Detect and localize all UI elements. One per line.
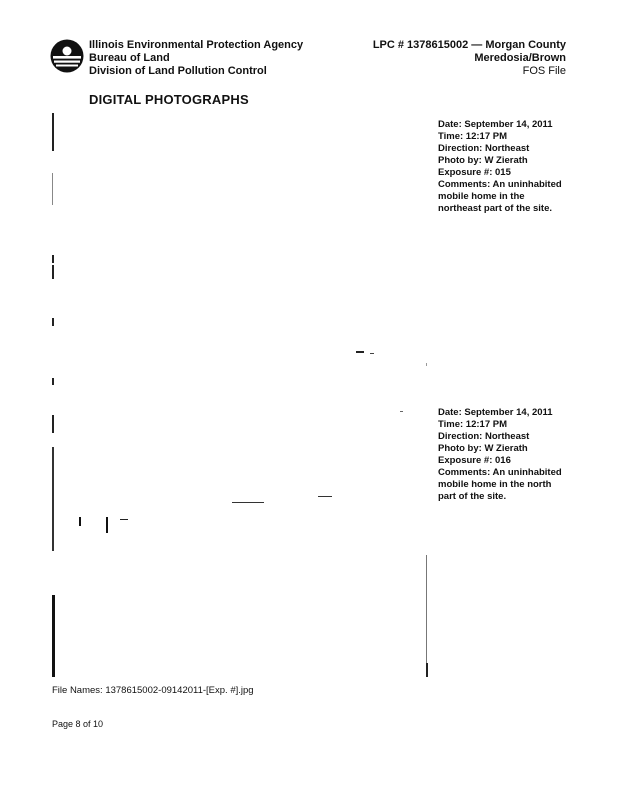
agency-block (89, 39, 303, 78)
file-names: File Names: 1378615002-09142011-[Exp. #].jpg (52, 685, 254, 696)
division-name: Division of Land Pollution Control (89, 65, 267, 77)
site-name: Meredosia/Brown (474, 52, 566, 64)
photo-2-photographer: Photo by: W Zierath (438, 443, 528, 454)
lpc-number: LPC # 1378615002 — Morgan County (372, 39, 566, 51)
photo-1-time: Time: 12:17 PM (438, 131, 507, 142)
photo-1-exposure: Exposure #: 015 (438, 167, 511, 178)
photo-2-time: Time: 12:17 PM (438, 419, 507, 430)
page-title: DIGITAL PHOTOGRAPHS (89, 92, 249, 107)
site-info-block (373, 39, 566, 78)
agency-seal-logo (50, 39, 84, 73)
photo-2-comments: Comments: An uninhabited mobile home in the north part of the site. (438, 467, 562, 502)
photo-1-caption (438, 119, 563, 215)
photo-2-caption (438, 407, 563, 503)
page-number: Page 8 of 10 (52, 719, 104, 729)
photo-2-date: Date: September 14, 2011 (438, 407, 553, 418)
photo-1-comments: Comments: An uninhabited mobile home in the northeast part of the site. (438, 179, 562, 214)
bureau-name: Bureau of Land (89, 52, 170, 64)
photo-2 (52, 405, 428, 677)
photo-1-direction: Direction: Northeast (438, 143, 530, 154)
agency-name: Illinois Environmental Protection Agency (89, 39, 304, 51)
photo-2-exposure: Exposure #: 016 (438, 455, 511, 466)
photo-1-date: Date: September 14, 2011 (438, 119, 553, 130)
photo-1 (52, 113, 428, 385)
photo-1-photographer: Photo by: W Zierath (438, 155, 528, 166)
file-type: FOS File (522, 65, 566, 77)
photo-2-direction: Direction: Northeast (438, 431, 530, 442)
